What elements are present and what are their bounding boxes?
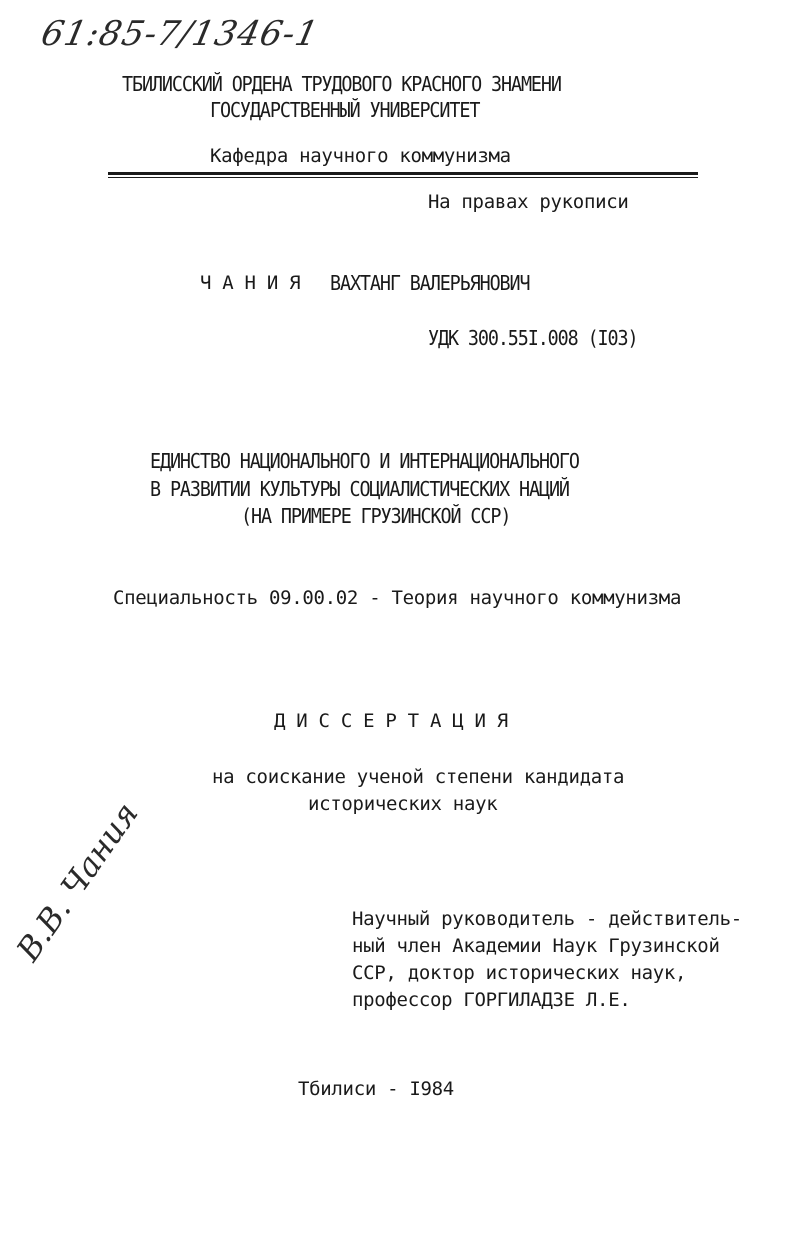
document-type: Д И С С Е Р Т А Ц И Я xyxy=(274,710,508,732)
title-line3: (НА ПРИМЕРЕ ГРУЗИНСКОЙ ССР) xyxy=(241,504,511,528)
manuscript-rights-note: На правах рукописи xyxy=(428,191,629,213)
supervisor-line4: профессор ГОРГИЛАДЗЕ Л.Е. xyxy=(352,989,631,1011)
udc-code: УДК 300.55I.008 (I03) xyxy=(428,326,638,350)
header-divider-thin xyxy=(108,177,698,178)
archive-code-handwritten: 61:85-7/1346-1 xyxy=(37,14,323,54)
degree-line1: на соискание ученой степени кандидата xyxy=(212,766,625,788)
supervisor-line1: Научный руководитель - действитель- xyxy=(352,908,742,930)
header-divider xyxy=(108,172,698,175)
university-name-line2: ГОСУДАРСТВЕННЫЙ УНИВЕРСИТЕТ xyxy=(210,98,480,122)
title-line1: ЕДИНСТВО НАЦИОНАЛЬНОГО И ИНТЕРНАЦИОНАЛЬНОГО xyxy=(150,449,579,473)
place-and-year: Тбилиси - I984 xyxy=(298,1078,454,1100)
author-surname: Ч А Н И Я xyxy=(200,272,301,294)
supervisor-line2: ный член Академии Наук Грузинской xyxy=(352,935,720,957)
title-line2: В РАЗВИТИИ КУЛЬТУРЫ СОЦИАЛИСТИЧЕСКИХ НАЦИЙ xyxy=(150,477,569,501)
author-signature: В.В. Чания xyxy=(8,795,146,968)
department-name: Кафедра научного коммунизма xyxy=(210,145,511,167)
degree-line2: исторических наук xyxy=(308,793,498,815)
specialty: Специальность 09.00.02 - Теория научного коммунизма xyxy=(113,587,682,609)
author-given-name: ВАХТАНГ ВАЛЕРЬЯНОВИЧ xyxy=(330,271,530,295)
university-name-line1: ТБИЛИССКИЙ ОРДЕНА ТРУДОВОГО КРАСНОГО ЗНАМЕНИ xyxy=(122,72,561,96)
supervisor-line3: ССР, доктор исторических наук, xyxy=(352,962,687,984)
